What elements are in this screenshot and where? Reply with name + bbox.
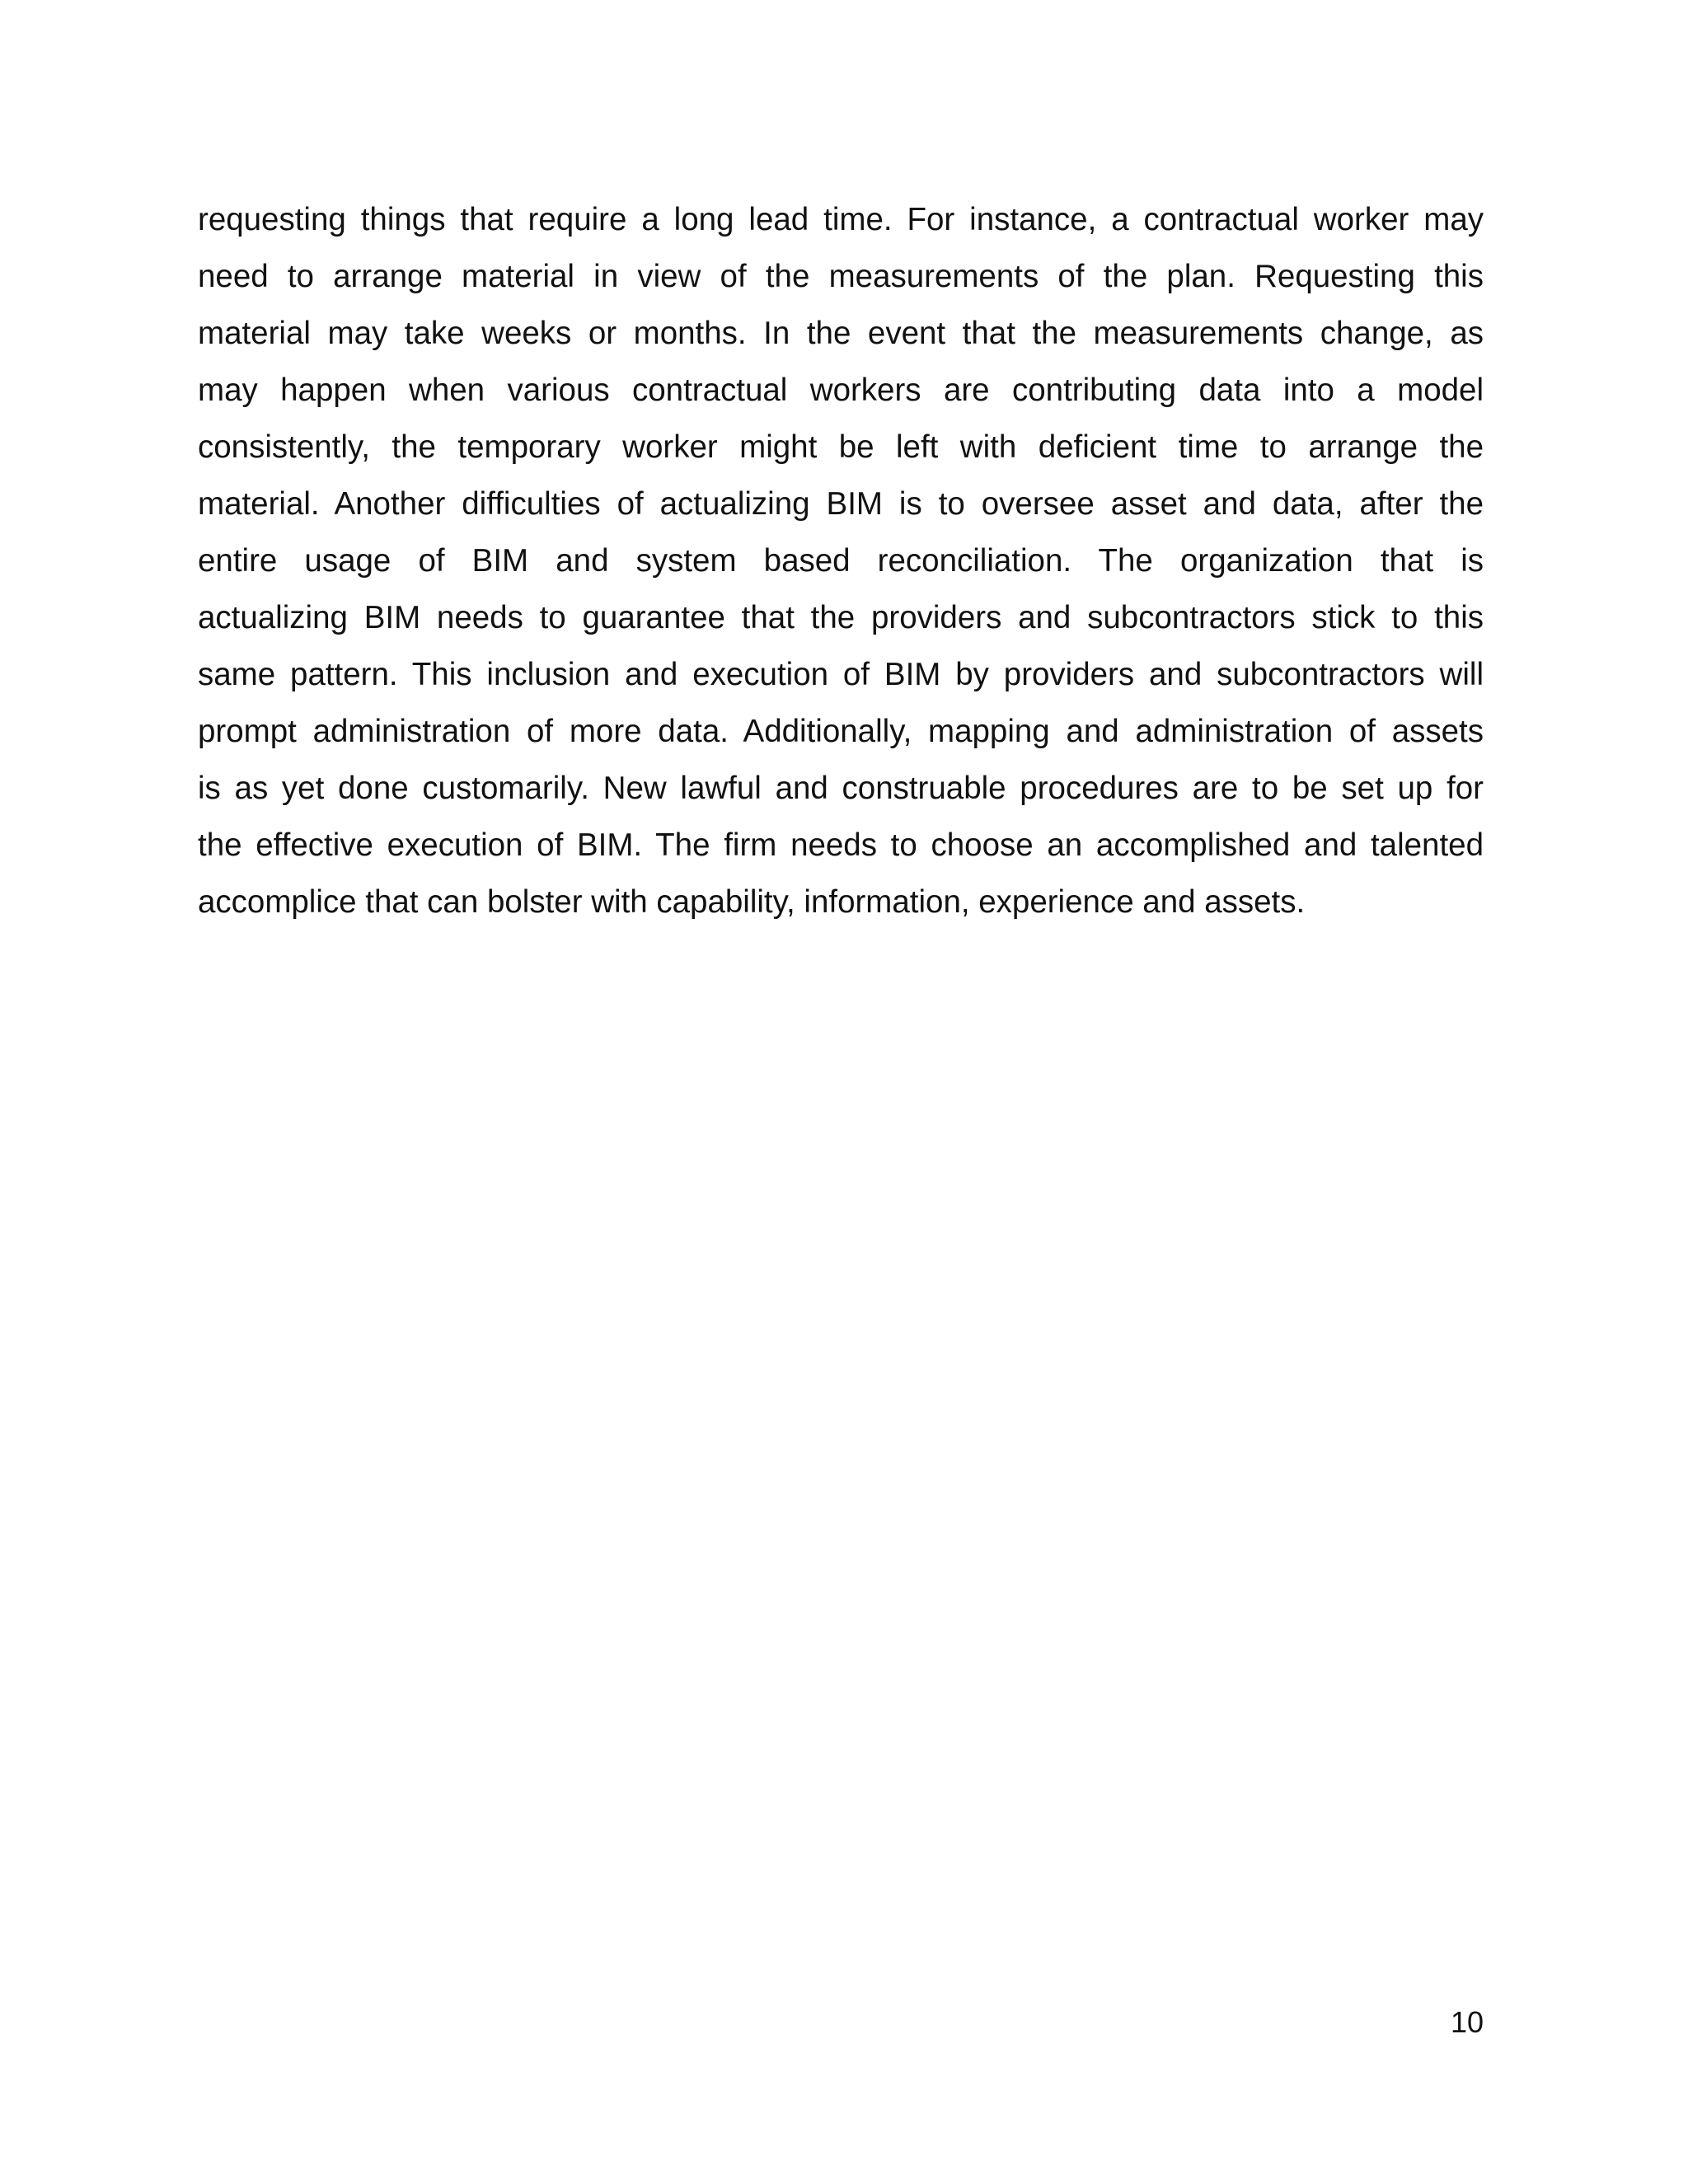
body-line: need to arrange material in view of the measurements of the plan. Requesting this bbox=[198, 259, 1484, 294]
body-line: the effective execution of BIM. The firm needs to choose an accomplished and talented bbox=[198, 827, 1484, 863]
body-line: accomplice that can bolster with capability, information, experience and assets. bbox=[198, 884, 1306, 920]
body-line: material. Another difficulties of actualizing BIM is to oversee asset and data, after the bbox=[198, 486, 1484, 522]
body-line: prompt administration of more data. Additionally, mapping and administration of assets bbox=[198, 714, 1484, 749]
body-line: consistently, the temporary worker might be left with deficient time to arrange the bbox=[198, 429, 1484, 465]
body-line: actualizing BIM needs to guarantee that the providers and subcontractors stick to this bbox=[198, 600, 1484, 635]
body-line: material may take weeks or months. In the event that the measurements change, as bbox=[198, 316, 1484, 351]
body-line: requesting things that require a long lead time. For instance, a contractual worker may bbox=[198, 202, 1484, 237]
body-line: same pattern. This inclusion and execution of BIM by providers and subcontractors will bbox=[198, 657, 1484, 692]
body-line: is as yet done customarily. New lawful and construable procedures are to be set up for bbox=[198, 771, 1484, 806]
body-paragraph bbox=[198, 191, 1484, 930]
body-line: entire usage of BIM and system based reconciliation. The organization that is bbox=[198, 543, 1484, 579]
page-number: 10 bbox=[1450, 2005, 1484, 2039]
body-line: may happen when various contractual workers are contributing data into a model bbox=[198, 373, 1484, 408]
